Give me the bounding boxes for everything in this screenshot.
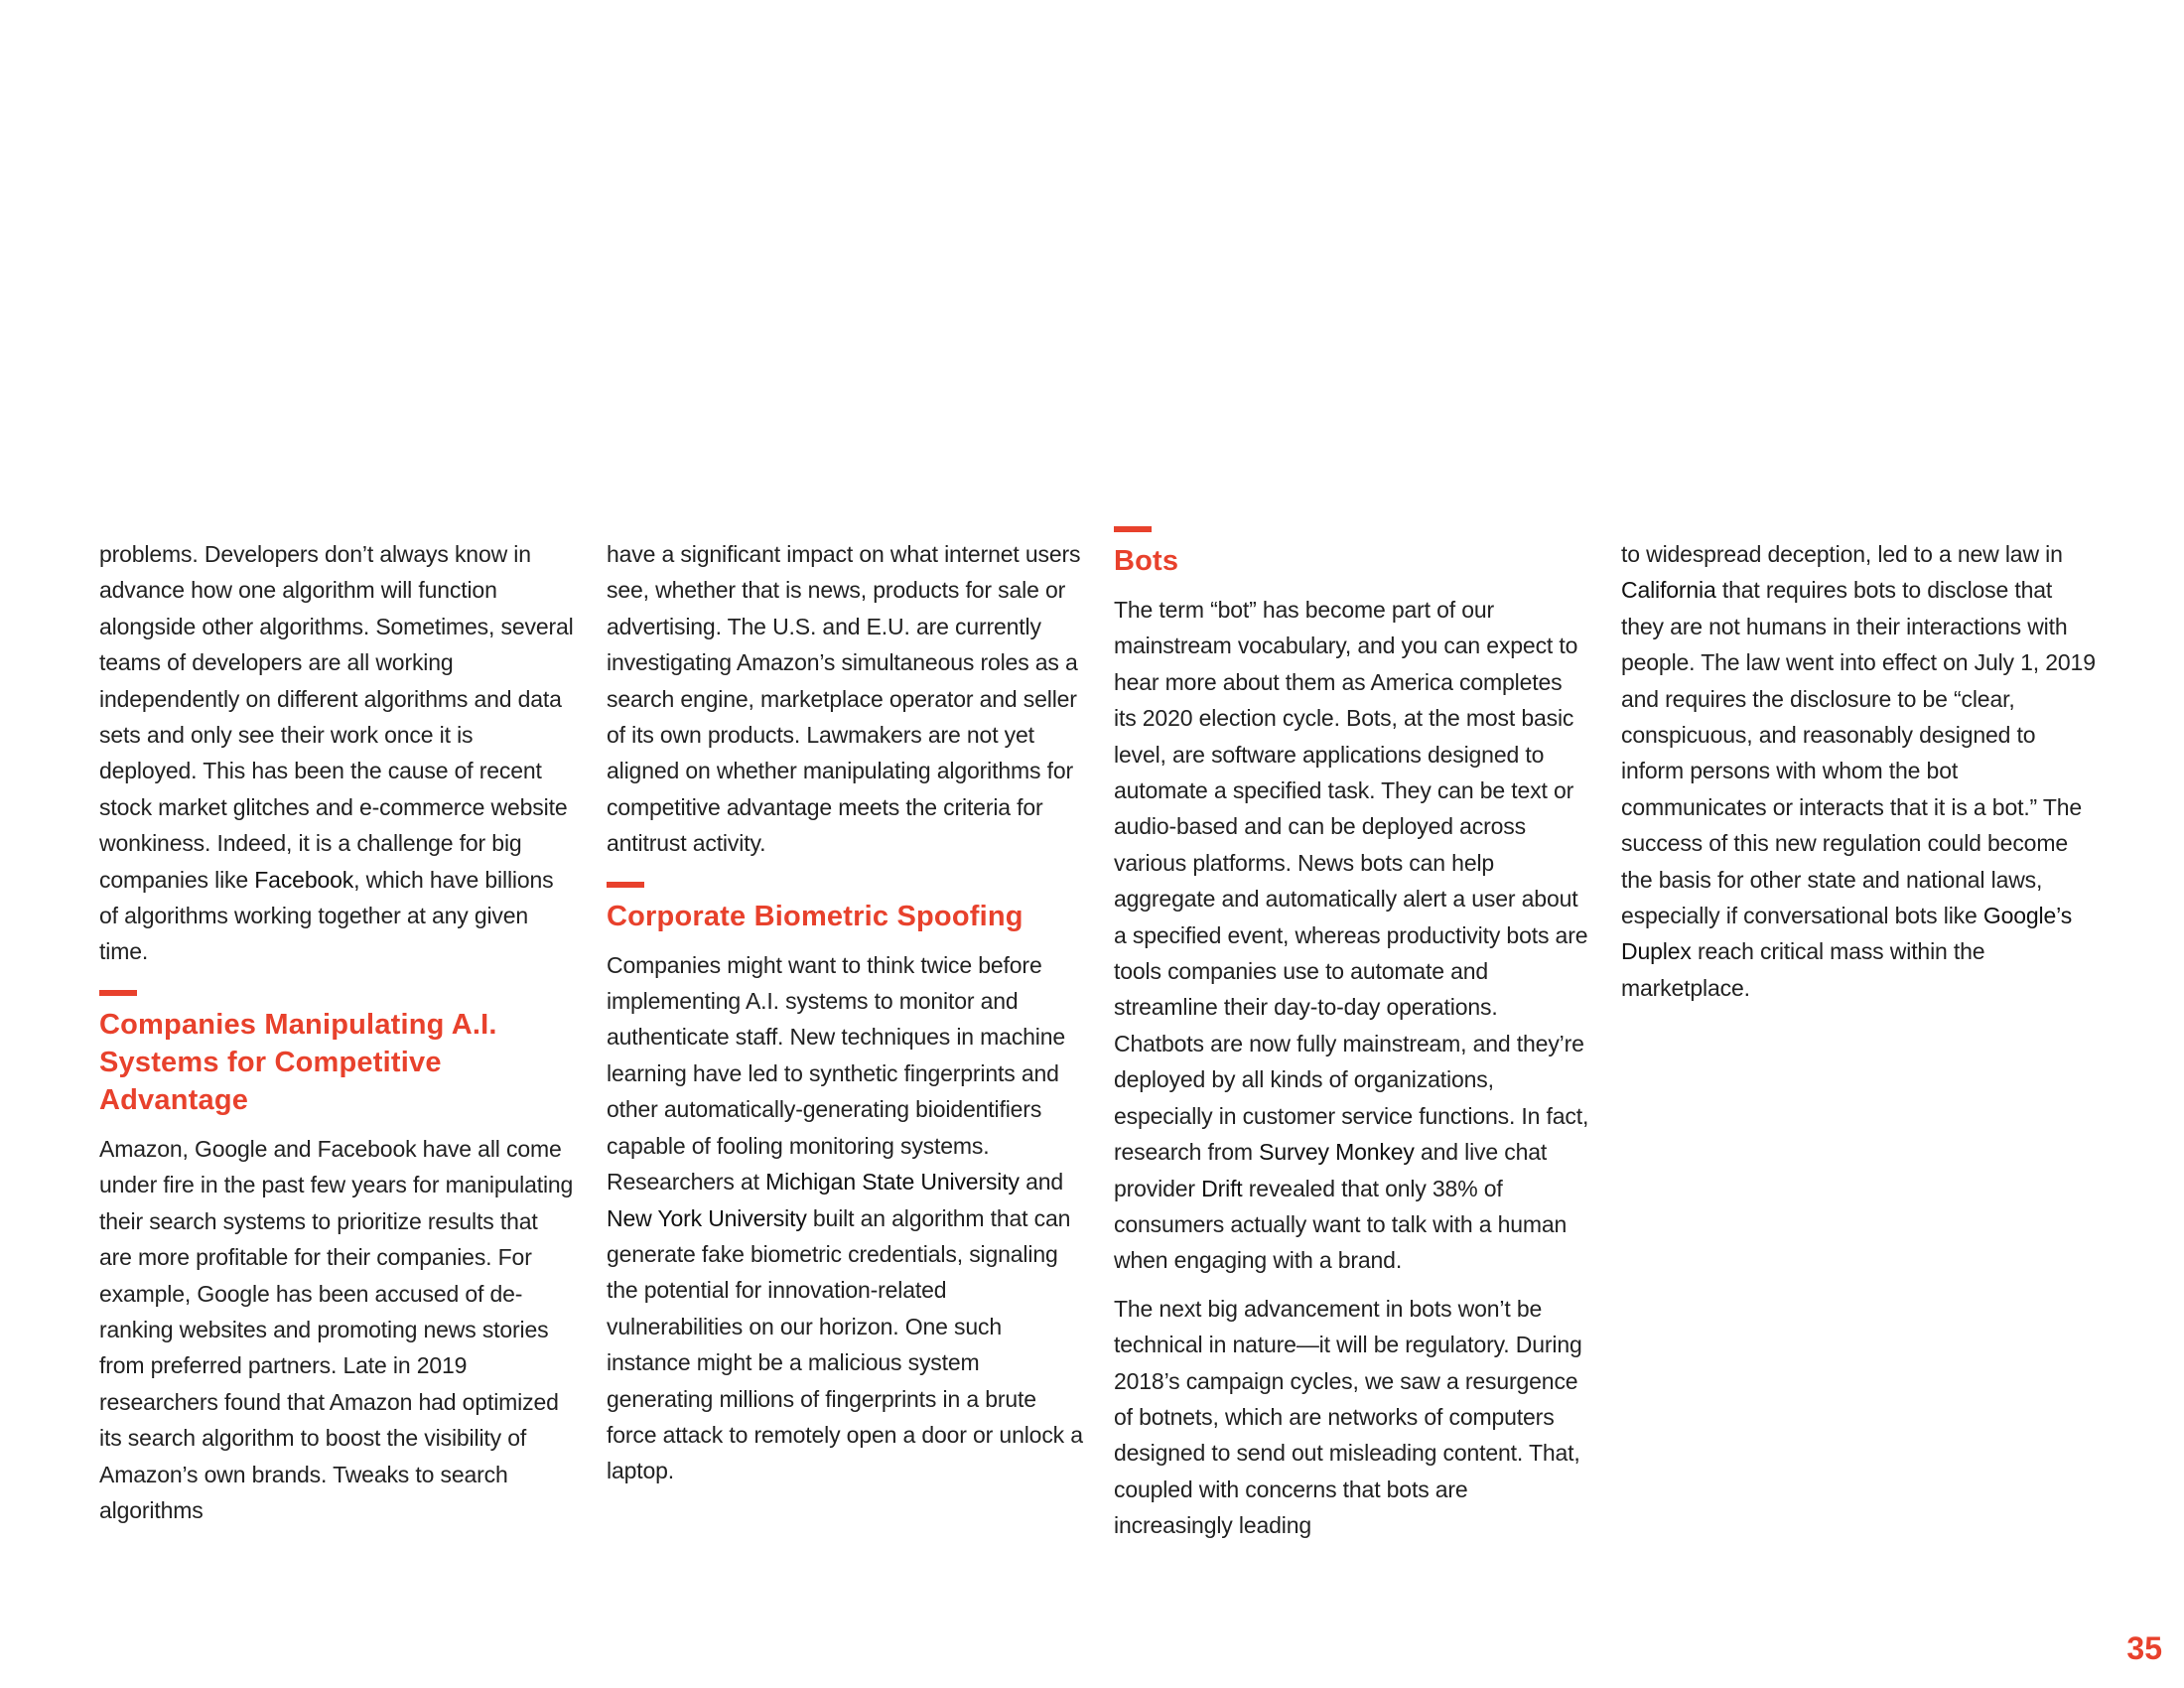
section-heading: Corporate Biometric Spoofing bbox=[607, 900, 1024, 932]
text-run: reach critical mass within the marketplace. bbox=[1621, 938, 1985, 1001]
paragraph bbox=[99, 536, 576, 970]
entity-facebook: Facebook bbox=[254, 866, 354, 893]
paragraph: have a significant impact on what internet users see, whether that is news, products for sale or advertising. The U.S. and E.U. are currently investigating Amazon’s simultaneous roles as a search engine, marketplace operator and seller of its own products. Lawmakers are not yet aligned on whether manipulating algorithms for competitive advantage meets the criteria for antitrust activity. bbox=[607, 541, 1081, 857]
column-4 bbox=[1621, 536, 2098, 1018]
page-number: 35 bbox=[2126, 1630, 2162, 1666]
section-heading: Companies Manipulating A.I. Systems for Competitive Advantage bbox=[99, 1008, 497, 1116]
text-run: The term “bot” has become part of our mainstream vocabulary, and you can expect to hear more about them as America completes its 2020 election cycle. Bots, at the most basic level, are software applications designed to automate a specified task. They can be text or audio-based and can be deployed across various platforms. News bots can help aggregate and automatically alert a user about a specified event, whereas productivity bots are tools companies use to automate and streamline their day-to-day operations. Chatbots are now fully mainstream, and they’re deployed by all kinds of organizations, especially in customer service functions. In fact, research from bbox=[1114, 597, 1589, 1166]
column-3 bbox=[1114, 526, 1590, 1556]
paragraph bbox=[1114, 592, 1590, 1279]
section-rule bbox=[99, 990, 137, 996]
text-run: revealed that only 38% of consumers actually want to talk with a human when engaging with a brand. bbox=[1114, 1175, 1568, 1274]
text-run: problems. Developers don’t always know in advance how one algorithm will function alongside other algorithms. Sometimes, several teams of developers are all working independently on different algorithms and data sets and only see their work once it is deployed. This has been the cause of recent stock market glitches and e-commerce website wonkiness. Indeed, it is a challenge for big companies like bbox=[99, 541, 574, 893]
column-1 bbox=[99, 536, 576, 1540]
text-run: and live chat provider bbox=[1114, 1139, 1548, 1201]
entity-new-york-university: New York University bbox=[607, 1204, 807, 1231]
text-run: to widespread deception, led to a new law in bbox=[1621, 541, 2063, 567]
text-run: and bbox=[1019, 1169, 1064, 1196]
paragraph: Amazon, Google and Facebook have all come under fire in the past few years for manipulating their search systems to prioritize results that are more profitable for their companies. For example, Google has been accused of de-ranking websites and promoting news stories from preferred partners. Late in 2019 researchers found that Amazon had optimized its search algorithm to boost the visibility of Amazon’s own brands. Tweaks to search algorithms bbox=[99, 1135, 574, 1523]
paragraph bbox=[1621, 536, 2098, 1006]
entity-survey-monkey: Survey Monkey bbox=[1259, 1139, 1415, 1166]
entity-googles-duplex: Google’s Duplex bbox=[1621, 903, 2073, 965]
paragraph: The next big advancement in bots won’t be technical in nature—it will be regulatory. During 2018’s campaign cycles, we saw a resurgence of botnets, which are networks of computers designed to send out misleading content. That, coupled with concerns that bots are increasingly leading bbox=[1114, 1295, 1582, 1539]
paragraph bbox=[607, 947, 1083, 1489]
text-run: that requires bots to disclose that they are not humans in their interactions with people. The law went into effect on July 1, 2019 and requires the disclosure to be “clear, conspicuous, and reasonably designed to inform persons with whom the bot communicates or interacts that it is a bot.” The success of this new regulation could become the basis for other state and national laws, especially if conversational bots like bbox=[1621, 577, 2096, 929]
column-2 bbox=[607, 536, 1083, 1501]
text-run: built an algorithm that can generate fake biometric credentials, signaling the potential for innovation-related vulnerabilities on our horizon. One such instance might be a malicious system generating millions of fingerprints in a brute force attack to remotely open a door or unlock a laptop. bbox=[607, 1204, 1083, 1484]
text-run: Companies might want to think twice before implementing A.I. systems to monitor and authenticate staff. New techniques in machine learning have led to synthetic fingerprints and other automatically-generating bioidentifiers capable of fooling monitoring systems. Researchers at bbox=[607, 951, 1066, 1196]
entity-california: California bbox=[1621, 577, 1716, 604]
text-run: , which have billions of algorithms working together at any given time. bbox=[99, 866, 554, 965]
section-rule bbox=[607, 882, 644, 888]
section-heading: Bots bbox=[1114, 545, 1179, 577]
entity-drift: Drift bbox=[1201, 1175, 1243, 1201]
entity-michigan-state-university: Michigan State University bbox=[765, 1169, 1020, 1196]
section-rule bbox=[1114, 526, 1152, 532]
